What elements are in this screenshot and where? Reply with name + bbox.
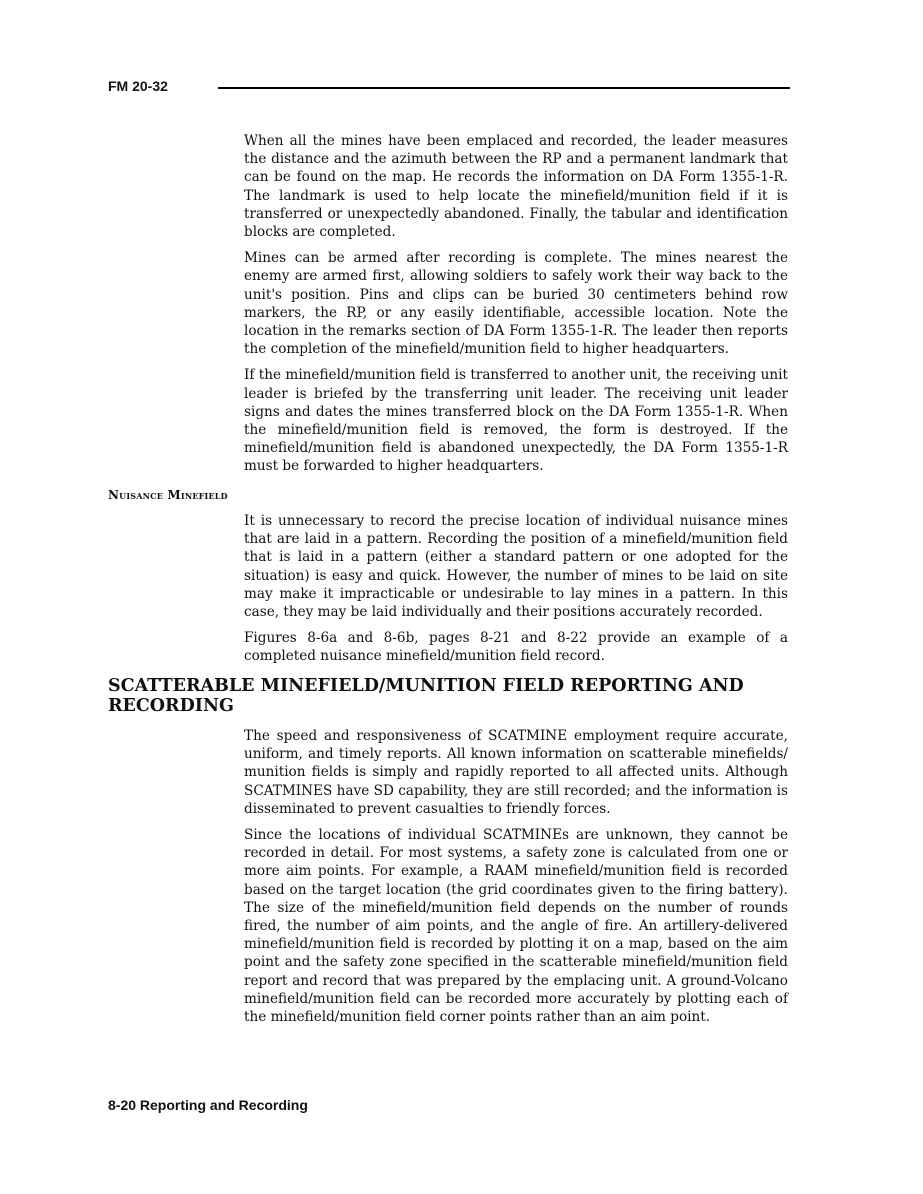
- paragraph: When all the mines have been emplaced and recorded, the leader measures the distance and the azimuth between the RP and a permanent landmark that can be found on the map. He records the information on DA Form 1355-1-R. The landmark is used to help locate the minefield/munition field if it is transferred or unexpectedly abandoned. Finally, the tabular and identification blocks are completed.: [244, 133, 788, 241]
- paragraph: It is unnecessary to record the precise location of individual nuisance mines that are laid in a pattern. Recording the position of a minefield/munition field that is laid in a pattern (either a standard pattern or one adopted for the situation) is easy and quick. However, the number of mines to be laid on site may make it impracticable or undesirable to lay mines in a pattern. In this case, they may be laid individually and their positions accurately recorded.: [244, 513, 788, 621]
- header-rule: [218, 87, 790, 89]
- manual-id: FM 20-32: [108, 78, 168, 94]
- intro-text-block: [244, 132, 788, 484]
- page-header: [108, 78, 790, 98]
- page-footer: 8-20 Reporting and Recording: [108, 1097, 308, 1113]
- paragraph: The speed and responsiveness of SCATMINE employment require accurate, uniform, and timely reports. All known information on scatterable minefields/ munition fields is simply and rapidly reported to all affected units. Although SCATMINES have SD capability, they are still recorded; and the information is disseminated to prevent casualties to friendly forces.: [244, 728, 788, 817]
- scatterable-section-heading: SCATTERABLE MINEFIELD/MUNITION FIELD REPORTING AND RECORDING: [108, 676, 744, 716]
- nuisance-text-block: [244, 512, 788, 674]
- paragraph: Mines can be armed after recording is complete. The mines nearest the enemy are armed first, allowing soldiers to safely work their way back to the unit's position. Pins and clips can be buried 30 centimeters behind row markers, the RP, or any easily identifiable, accessible location. Note the location in the remarks section of DA Form 1355-1-R. The leader then reports the completion of the minefield/munition field to higher headquarters.: [244, 250, 788, 358]
- scatterable-text-block: [244, 727, 788, 1034]
- paragraph: Since the locations of individual SCATMINEs are unknown, they cannot be recorded in detail. For most systems, a safety zone is calculated from one or more aim points. For example, a RAAM minefield/munition field is recorded based on the target location (the grid coordinates given to the firing battery). The size of the minefield/munition field depends on the number of rounds fired, the number of aim points, and the angle of fire. An artillery-delivered minefield/munition field is recorded by plotting it on a map, based on the aim point and the safety zone specified in the scatterable minefield/munition field report and record that was prepared by the emplacing unit. A ground-Volcano minefield/munition field can be recorded more accurately by plotting each of the minefield/munition field corner points rather than an aim point.: [244, 827, 788, 1026]
- paragraph: If the minefield/munition field is transferred to another unit, the receiving unit leader is briefed by the transferring unit leader. The receiving unit leader signs and dates the mines transferred block on the DA Form 1355-1-R. When the minefield/munition field is removed, the form is destroyed. If the minefield/munition field is abandoned unexpectedly, the DA Form 1355-1-R must be forwarded to higher headquarters.: [244, 367, 788, 475]
- paragraph: Figures 8-6a and 8-6b, pages 8-21 and 8-22 provide an example of a completed nuisance minefield/munition field record.: [244, 630, 788, 665]
- nuisance-minefield-heading: Nuisance Minefield: [108, 488, 228, 502]
